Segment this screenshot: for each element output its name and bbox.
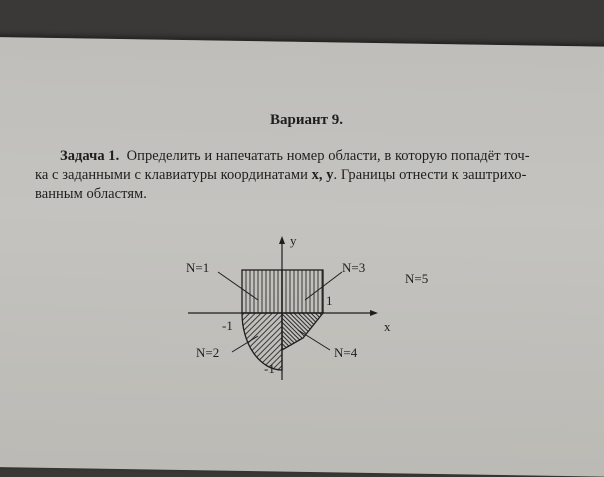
label-n2: N=2 xyxy=(196,345,220,360)
tick-x-neg: -1 xyxy=(222,318,233,333)
task-text-1: Определить и напечатать номер области, в которую попадёт точ- xyxy=(126,148,530,164)
y-axis-arrow xyxy=(279,236,285,244)
task-text-2c: . Границы отнести к заштрихо- xyxy=(333,167,527,183)
region-n4 xyxy=(282,313,323,350)
region-n2 xyxy=(242,313,282,370)
label-n3: N=3 xyxy=(342,260,366,275)
label-n1: N=1 xyxy=(186,260,210,275)
x-axis-arrow xyxy=(370,310,378,316)
task-label: Задача 1. xyxy=(60,148,120,164)
region-n1 xyxy=(242,270,282,313)
label-n4: N=4 xyxy=(334,345,358,360)
task-text-2a: ка с заданными с клавиатуры координатами xyxy=(35,167,312,183)
axis-y-label: y xyxy=(290,233,297,248)
tick-y-pos: 1 xyxy=(326,293,333,308)
task-text-3: ванным областям. xyxy=(35,186,147,202)
tick-y-neg: -1 xyxy=(264,361,275,376)
leader-n4 xyxy=(298,330,330,350)
variant-heading: Вариант 9. xyxy=(270,112,344,128)
axis-x-label: x xyxy=(384,319,391,334)
task-coords: x, y xyxy=(311,167,334,183)
label-n5: N=5 xyxy=(405,271,429,286)
